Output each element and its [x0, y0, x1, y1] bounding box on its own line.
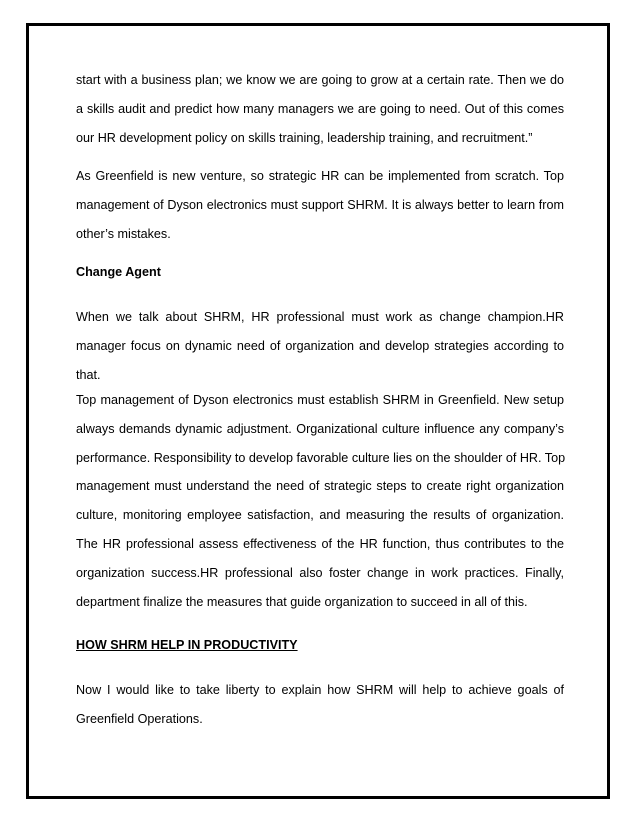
text-line: Greenfield Operations.	[76, 711, 203, 726]
text-line: culture, monitoring employee satisfaction, and measuring the results of organization.	[76, 508, 564, 523]
text-line: start with a business plan; we know we are going to grow at a certain rate. Then we do	[76, 73, 564, 87]
text-line: When we talk about SHRM, HR professional must work as change champion.HR	[76, 310, 564, 324]
section-heading: Change Agent	[76, 265, 161, 279]
text-line: other’s mistakes.	[76, 226, 171, 241]
text-line: performance. Responsibility to develop favorable culture lies on the shoulder of HR. Top	[76, 450, 566, 465]
text-line: Now I would like to take liberty to explain how SHRM will help to achieve goals of	[76, 683, 564, 697]
text-line: Top management of Dyson electronics must establish SHRM in Greenfield. New setup	[76, 393, 564, 407]
text-line: always demands dynamic adjustment. Organizational culture influence any company’s	[76, 421, 564, 436]
text-line: management of Dyson electronics must support SHRM. It is always better to learn from	[76, 197, 564, 212]
text-line: manager focus on dynamic need of organization and develop strategies according to	[76, 338, 564, 353]
paragraph	[76, 303, 564, 389]
text-line: organization success.HR professional also foster change in work practices. Finally,	[76, 565, 564, 580]
text-line: As Greenfield is new venture, so strategic HR can be implemented from scratch. Top	[76, 169, 564, 183]
paragraph	[76, 162, 564, 248]
section-heading: HOW SHRM HELP IN PRODUCTIVITY	[76, 638, 298, 652]
text-line: a skills audit and predict how many managers we are going to need. Out of this comes	[76, 101, 564, 116]
paragraph	[76, 386, 564, 616]
text-line: that.	[76, 367, 101, 382]
paragraph	[76, 66, 564, 152]
text-line: department finalize the measures that guide organization to succeed in all of this.	[76, 594, 528, 609]
text-line: our HR development policy on skills training, leadership training, and recruitment.”	[76, 130, 533, 145]
text-line: The HR professional assess effectiveness of the HR function, thus contributes to the	[76, 536, 564, 551]
paragraph	[76, 676, 564, 734]
text-line: management must understand the need of strategic steps to create right organization	[76, 479, 564, 494]
